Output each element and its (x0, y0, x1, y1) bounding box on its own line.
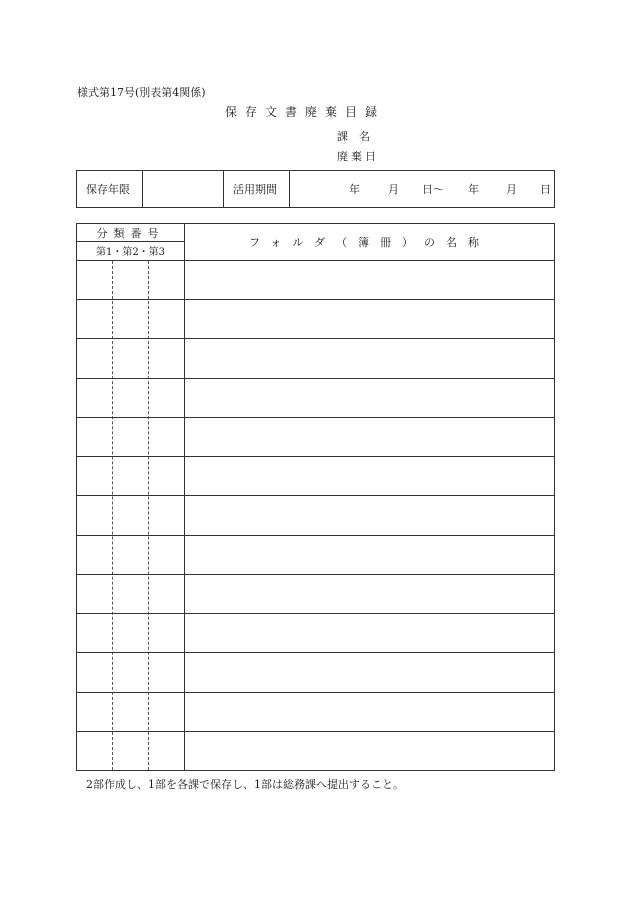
row-divider (77, 652, 554, 653)
retention-period-value[interactable] (143, 171, 223, 207)
row-divider (77, 417, 554, 418)
end-year-unit: 年 (468, 183, 479, 196)
form-number: 様式第17号(別表第4関係) (77, 86, 206, 99)
info-box (76, 170, 555, 208)
department-label: 課 名 (337, 130, 370, 143)
row-divider (77, 731, 554, 732)
table-row[interactable] (77, 535, 554, 574)
table-row[interactable] (77, 731, 554, 770)
table-row[interactable] (77, 299, 554, 338)
row-divider (77, 535, 554, 536)
start-year-unit: 年 (349, 183, 360, 196)
row-divider (77, 692, 554, 693)
classification-number-header: 分類番号 (96, 226, 165, 240)
classification-subheader: 第1・第2・第3 (95, 247, 166, 258)
row-divider (77, 456, 554, 457)
end-day-unit: 日 (540, 183, 551, 196)
divider (289, 171, 290, 207)
table-row[interactable] (77, 574, 554, 613)
start-day-unit: 日〜 (422, 183, 444, 196)
end-month-unit: 月 (506, 183, 517, 196)
table-row[interactable] (77, 338, 554, 377)
table-row[interactable] (77, 652, 554, 691)
table-row[interactable] (77, 378, 554, 417)
retention-period-label: 保存年限 (86, 183, 130, 196)
footnote: 2部作成し、1部を各課で保存し、1部は総務課へ提出すること。 (86, 778, 404, 791)
table-row[interactable] (77, 613, 554, 652)
start-month-unit: 月 (388, 183, 399, 196)
table-row[interactable] (77, 417, 554, 456)
row-divider (77, 299, 554, 300)
folder-list-table (76, 223, 555, 771)
row-divider (77, 613, 554, 614)
table-row[interactable] (77, 260, 554, 299)
row-divider (77, 378, 554, 379)
row-divider (77, 338, 554, 339)
document-title: 保存文書廃棄目録 (225, 105, 386, 119)
usage-period-label: 活用期間 (233, 183, 277, 196)
table-row[interactable] (77, 692, 554, 731)
divider (223, 171, 224, 207)
table-row[interactable] (77, 456, 554, 495)
folder-name-header: フォルダ（簿冊）の名称 (248, 236, 490, 249)
table-row[interactable] (77, 495, 554, 534)
row-divider (77, 574, 554, 575)
disposal-date-label: 廃棄日 (337, 150, 379, 163)
row-divider (77, 495, 554, 496)
